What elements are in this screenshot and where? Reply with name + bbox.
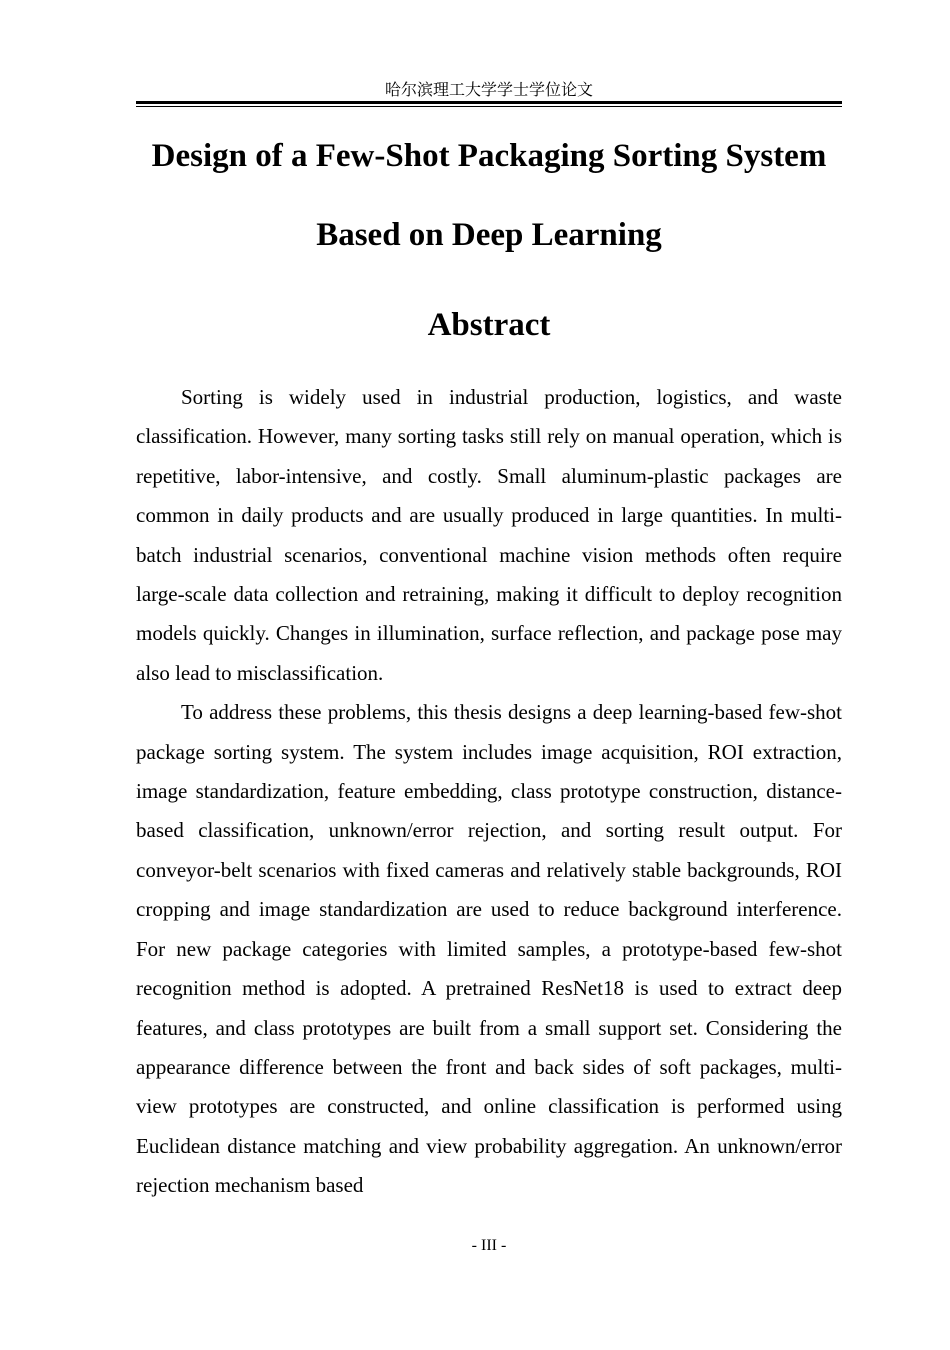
thesis-title-line-1: Design of a Few-Shot Packaging Sorting System	[151, 138, 827, 174]
running-header: 哈尔滨理工大学学士学位论文	[384, 82, 593, 99]
abstract-heading: Abstract	[427, 307, 551, 343]
page-number: - III -	[471, 1237, 507, 1254]
thesis-title-line-2: Based on Deep Learning	[316, 217, 662, 253]
abstract-paragraph-2: To address these problems, this thesis designs a deep learning-based few-shot package sorting system. The system includes image acquisition, ROI extraction, image standardization, feature embedding, class prototype construction, distance-based classification, unknown/error rejection, and sorting result output. For conveyor-belt scenarios with fixed cameras and relatively stable backgrounds, ROI cropping and image standardization are used to reduce background interference. For new package categories with limited samples, a prototype-based few-shot recognition method is adopted. A pretrained ResNet18 is used to extract deep features, and class prototypes are built from a small support set. Considering the appearance difference between the front and back sides of soft packages, multi-view prototypes are constructed, and online classification is performed using Euclidean distance matching and view probability aggregation. An unknown/error rejection mechanism based	[136, 700, 842, 1198]
abstract-paragraph-1: Sorting is widely used in industrial production, logistics, and waste classification. However, many sorting tasks still rely on manual operation, which is repetitive, labor-intensive, and costly. Small aluminum-plastic packages are common in daily products and are usually produced in large quantities. In multi-batch industrial scenarios, conventional machine vision methods often require large-scale data collection and retraining, making it difficult to deploy recognition models quickly. Changes in illumination, surface reflection, and package pose may also lead to misclassification.	[136, 385, 842, 685]
header-rule-thin	[136, 106, 842, 107]
abstract-body	[136, 378, 842, 1206]
header-rule-thick	[136, 101, 842, 104]
